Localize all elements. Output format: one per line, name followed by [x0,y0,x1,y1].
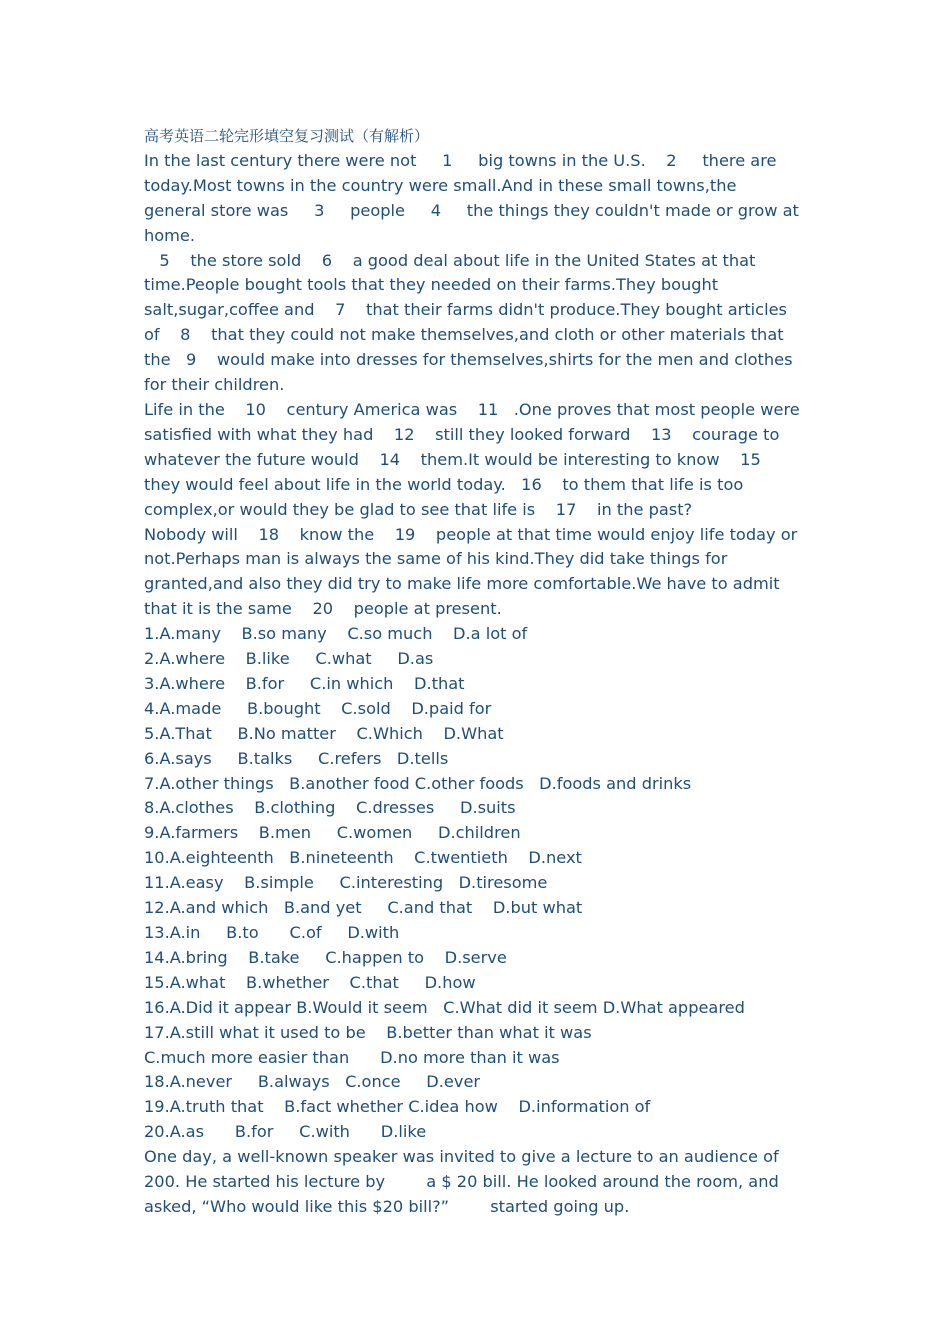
option-line: 16.A.Did it appear B.Would it seem C.What did it seem D.What appeared [144,997,745,1017]
passage-line: complex,or would they be glad to see that life is 17 in the past? [144,499,693,519]
option-line: 14.A.bring B.take C.happen to D.serve [144,947,507,967]
passage-line: 200. He started his lecture by a $ 20 bill. He looked around the room, and [144,1172,779,1192]
passage-line: 5 the store sold 6 a good deal about life in the United States at that [144,250,756,270]
option-line: 3.A.where B.for C.in which D.that [144,673,465,693]
passage-line: salt,sugar,coffee and 7 that their farms didn't produce.They bought articles [144,300,787,320]
option-line: 13.A.in B.to C.of D.with [144,923,400,942]
passage-line: time.People bought tools that they needed on their farms.They bought [144,275,719,295]
passage-line: One day, a well-known speaker was invited to give a lecture to an audience of [144,1147,779,1167]
passage-line: home. [144,225,196,245]
option-line: 10.A.eighteenth B.nineteenth C.twentieth D.next [144,848,582,868]
passage-line: granted,and also they did try to make life more comfortable.We have to admit [144,574,780,594]
option-line: 15.A.what B.whether C.that D.how [144,972,476,992]
option-line: 6.A.says B.talks C.refers D.tells [144,748,449,768]
passage-line: asked, “Who would like this $20 bill?” started going up. [144,1196,630,1216]
option-line: 1.A.many B.so many C.so much D.a lot of [144,624,528,644]
option-line: 4.A.made B.bought C.sold D.paid for [144,698,492,718]
passage-line: the 9 would make into dresses for themselves,shirts for the men and clothes [144,350,793,370]
cloze-passage-2 [144,1145,816,1220]
option-line: 7.A.other things B.another food C.other foods D.foods and drinks [144,773,692,793]
passage-line: Life in the 10 century America was 11 .One proves that most people were [144,399,800,419]
passage-line: whatever the future would 14 them.It would be interesting to know 15 [144,449,761,469]
passage-line: not.Perhaps man is always the same of his kind.They did take things for [144,549,728,569]
passage-line: In the last century there were not 1 big towns in the U.S. 2 there are [144,150,777,170]
passage-line: of 8 that they could not make themselves,and cloth or other materials that [144,325,784,345]
option-line: 12.A.and which B.and yet C.and that D.but what [144,898,583,918]
document-title: 高考英语二轮完形填空复习测试（有解析） [144,127,430,145]
passage-line: that it is the same 20 people at present. [144,599,502,619]
option-line: 17.A.still what it used to be B.better than what it was [144,1022,592,1042]
cloze-passage-1 [144,149,816,622]
option-line: 2.A.where B.like C.what D.as [144,649,434,669]
passage-line: for their children. [144,375,285,395]
passage-line: satisfied with what they had 12 still they looked forward 13 courage to [144,424,780,444]
option-line: 11.A.easy B.simple C.interesting D.tiresome [144,873,548,893]
answer-options [144,622,816,1145]
option-line: 20.A.as B.for C.with D.like [144,1122,427,1142]
option-line: 18.A.never B.always C.once D.ever [144,1072,481,1092]
option-line: 9.A.farmers B.men C.women D.children [144,823,521,843]
passage-line: today.Most towns in the country were small.And in these small towns,the [144,175,737,195]
passage-line: general store was 3 people 4 the things they couldn't made or grow at [144,200,799,220]
document-content [144,124,816,1220]
option-line: 5.A.That B.No matter C.Which D.What [144,723,504,743]
passage-line: they would feel about life in the world today. 16 to them that life is too [144,474,744,494]
option-line: 8.A.clothes B.clothing C.dresses D.suits [144,798,516,818]
option-line: 19.A.truth that B.fact whether C.idea how D.information of [144,1097,651,1117]
option-line: C.much more easier than D.no more than it was [144,1047,560,1067]
passage-line: Nobody will 18 know the 19 people at that time would enjoy life today or [144,524,798,544]
